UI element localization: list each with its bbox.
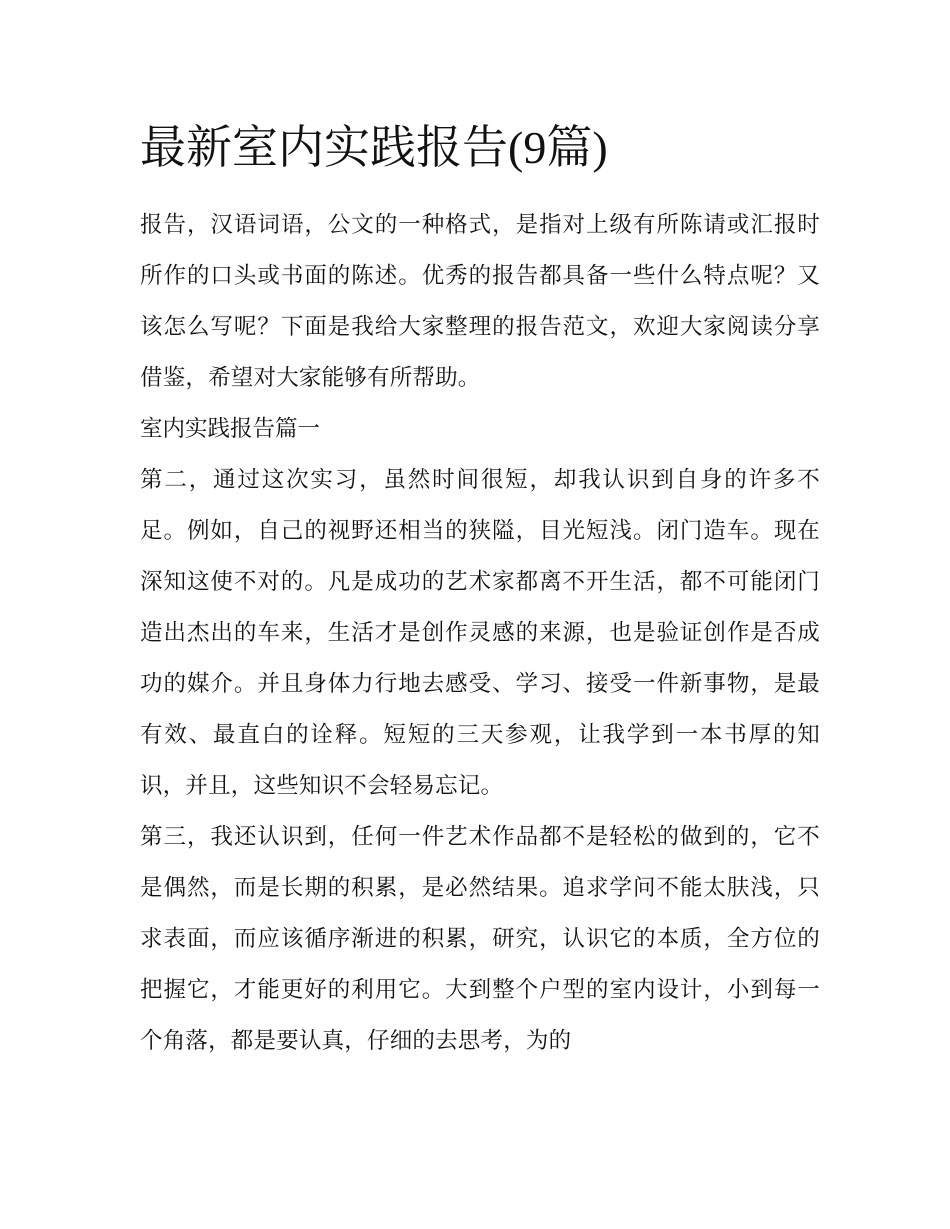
section-heading: 室内实践报告篇一 bbox=[140, 416, 321, 442]
document-title: 最新室内实践报告(9篇) bbox=[140, 122, 608, 173]
document-page bbox=[140, 118, 820, 1067]
intro-paragraph: 报告，汉语词语，公文的一种格式，是指对上级有所陈请或汇报时所作的口头或书面的陈述。优秀的报告都具备一些什么特点呢？又该怎么写呢？下面是我给大家整理的报告范文，欢迎大家阅读分享借鉴，希望对大家能够有所帮助。 bbox=[140, 212, 820, 391]
body-paragraph-2: 第三，我还认识到，任何一件艺术作品都不是轻松的做到的，它不是偶然，而是长期的积累，是必然结果。追求学问不能太肤浅，只求表面，而应该循序渐进的积累，研究，认识它的本质，全方位的把握它，才能更好的利用它。大到整个户型的室内设计，小到每一个角落，都是要认真，仔细的去思考，为的 bbox=[140, 824, 820, 1054]
body-paragraph-1: 第二，通过这次实习，虽然时间很短，却我认识到自身的许多不足。例如，自己的视野还相当的狭隘，目光短浅。闭门造车。现在深知这使不对的。凡是成功的艺术家都离不开生活，都不可能闭门造出杰出的车来，生活才是创作灵感的来源，也是验证创作是否成功的媒介。并且身体力行地去感受、学习、接受一件新事物，是最有效、最直白的诠释。短短的三天参观，让我学到一本书厚的知识，并且，这些知识不会轻易忘记。 bbox=[140, 467, 820, 799]
